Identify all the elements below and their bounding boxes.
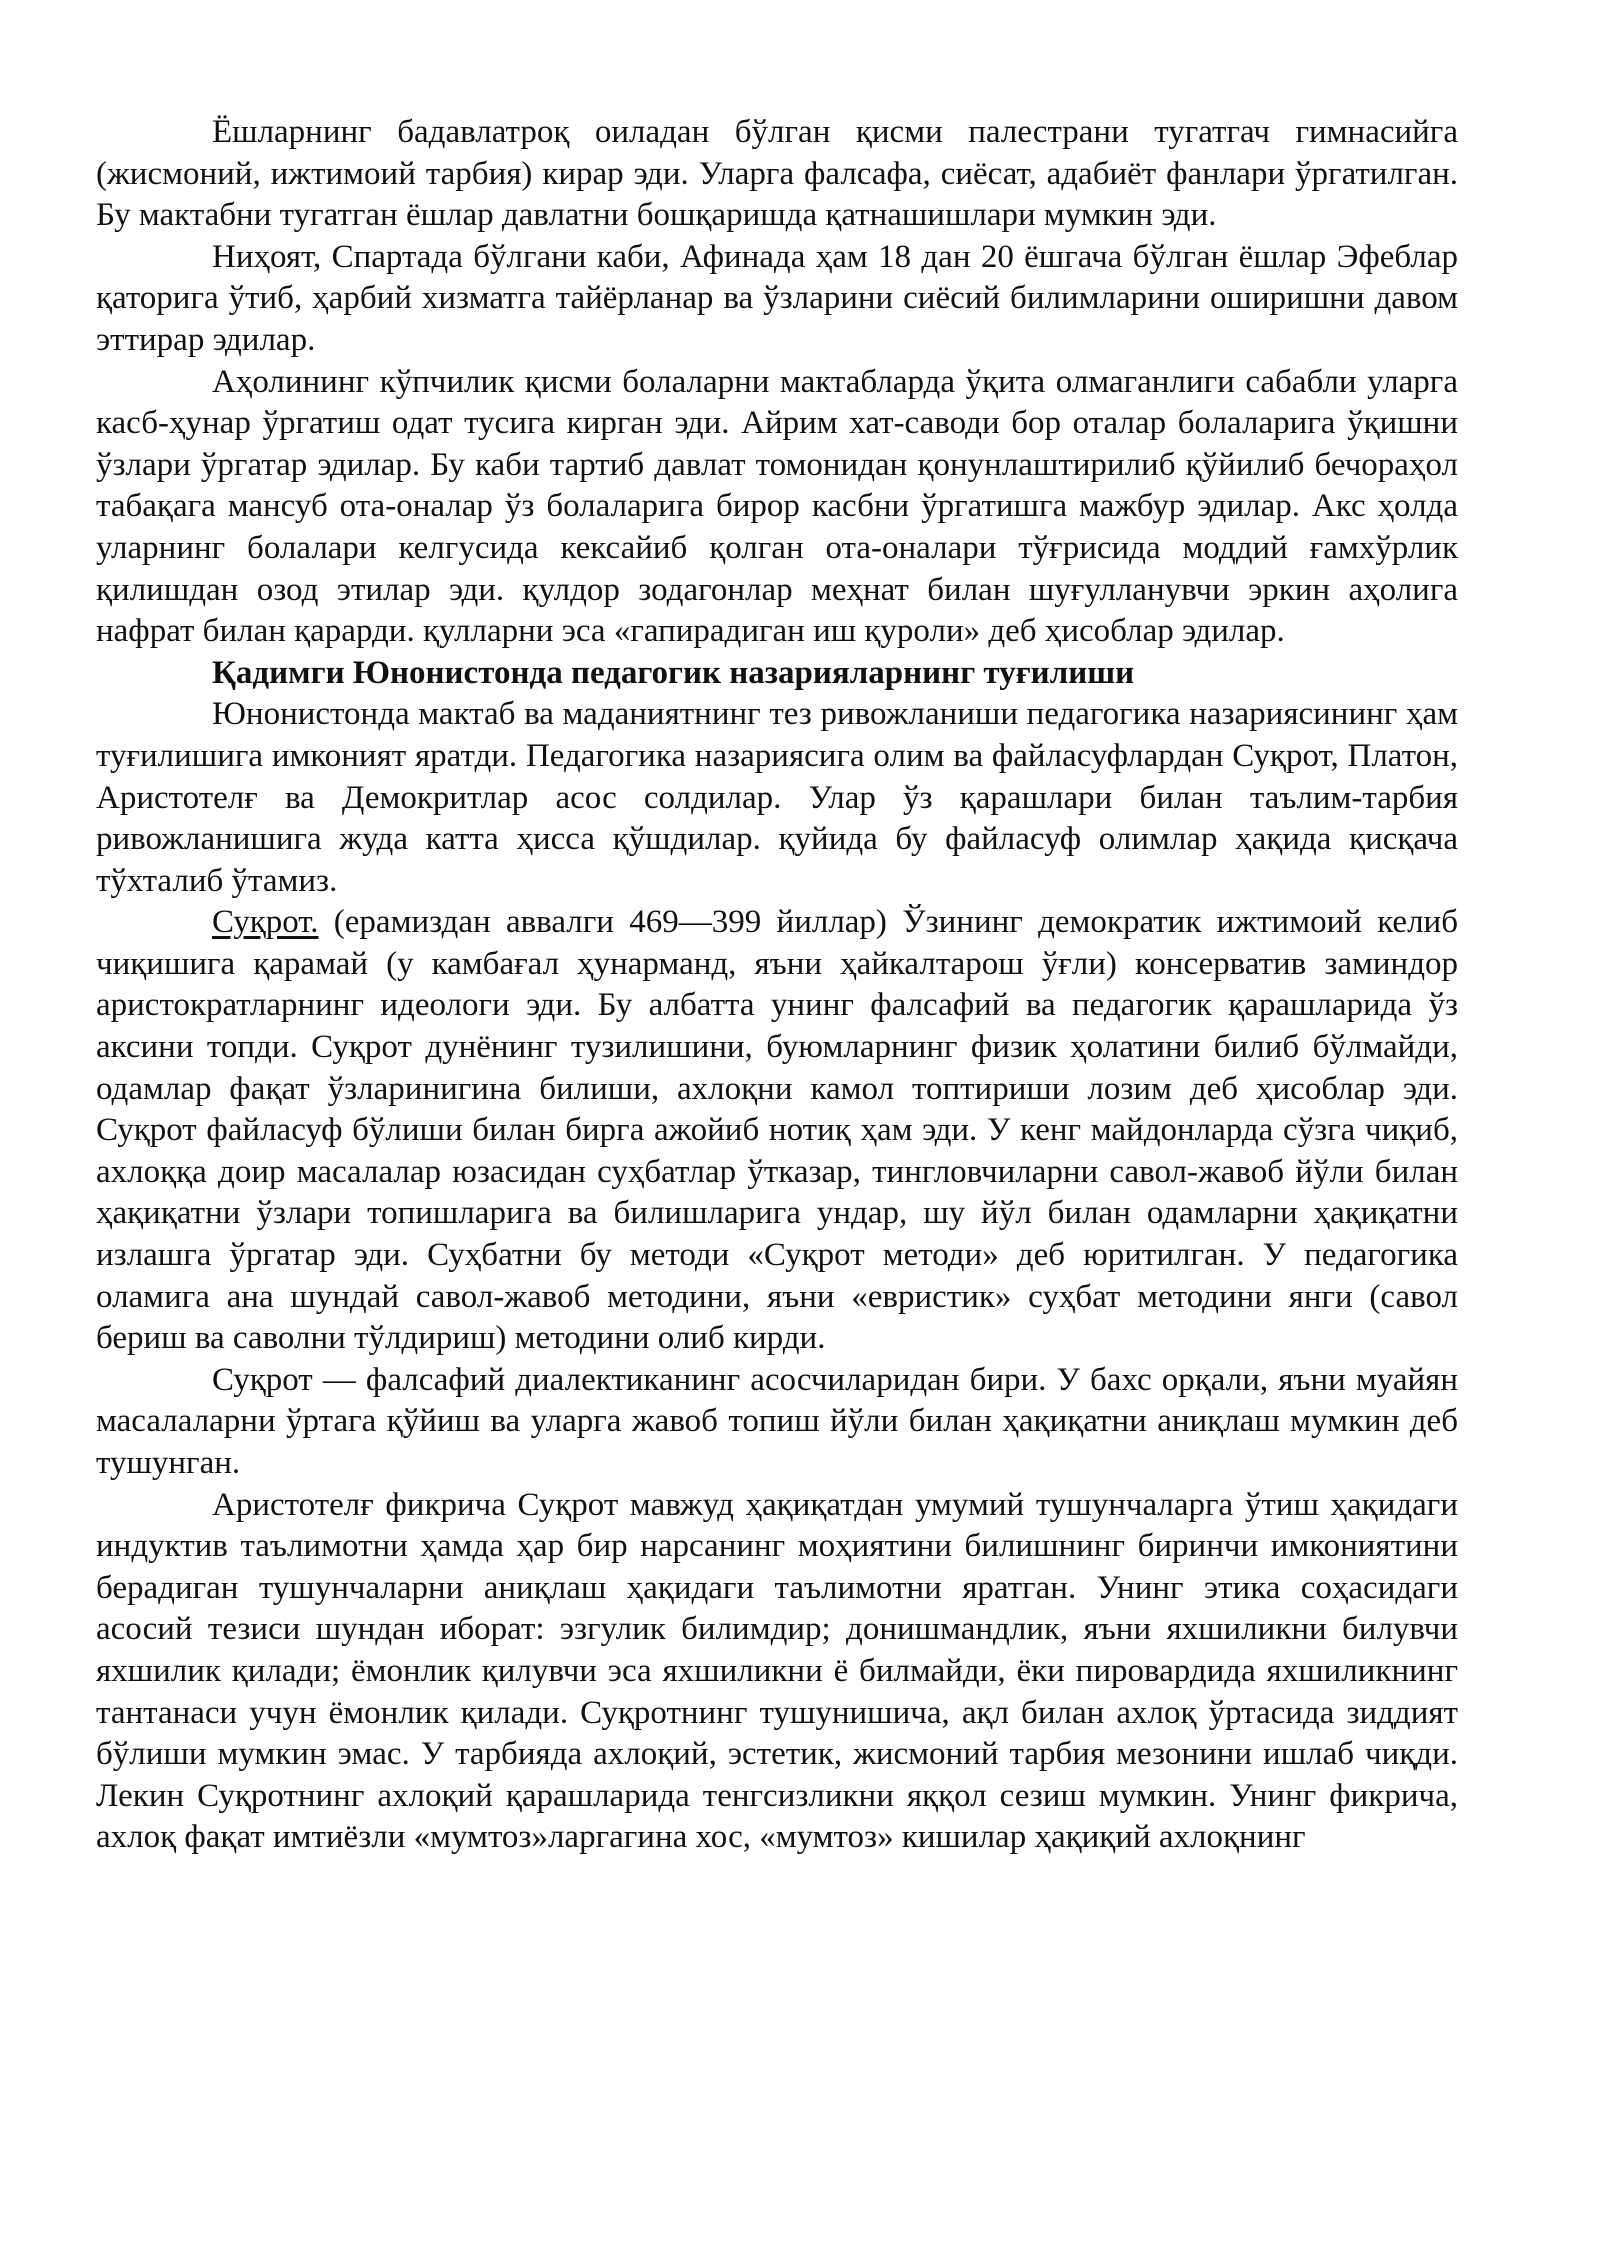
document-page bbox=[96, 112, 1458, 1859]
paragraph-aristotle: Аристотелғ фикрича Суқрот мавжуд ҳақиқатдан умумий тушунчаларга ўтиш ҳақидаги индуктив таълимотни ҳамда ҳар бир нарсанинг моҳиятини билишнинг биринчи имкониятини берадиган тушунчаларни аниқлаш ҳақидаги таълимотни яратган. Унинг этика соҳасидаги асосий тезиси шундан иборат: эзгулик билимдир; донишмандлик, яъни яхшиликни билувчи яхшилик қилади; ёмонлик қилувчи эса яхшиликни ё билмайди, ёки пировардида яхшиликнинг тантанаси учун ёмонлик қилади. Суқротнинг тушунишича, ақл билан ахлоқ ўртасида зиддият бўлиши мумкин эмас. У тарбияда ахлоқий, эстетик, жисмоний тарбия мезонини ишлаб чиқди. Лекин Суқротнинг ахлоқий қарашларида тенгсизликни яққол сезиш мумкин. Унинг фикрича, ахлоқ фақат имтиёзли «мумтоз»ларгагина хос, «мумтоз» кишилар ҳақиқий ахлоқнинг bbox=[96, 1486, 1458, 1856]
paragraph-ephebes: Ниҳоят, Спартада бўлгани каби, Афинада ҳам 18 дан 20 ёшгача бўлган ёшлар Эфеблар қаторига ўтиб, ҳарбий хизматга тайёрланар ва ўзларини сиёсий билимларини оширишни давом эттирар эдилар. bbox=[96, 238, 1458, 358]
paragraph-dialectics: Суқрот — фалсафий диалектиканинг асосчиларидан бири. У бахс орқали, яъни муайян масалаларни ўртага қўйиш ва уларга жавоб топиш йўли билан ҳақиқатни аниқлаш мумкин деб тушунган. bbox=[96, 1361, 1458, 1481]
paragraph-socrates bbox=[96, 902, 1458, 1360]
section-heading: Қадимги Юнонистонда педагогик назарияларнинг туғилиши bbox=[212, 654, 1135, 691]
paragraph-theory-origins: Юнонистонда мактаб ва маданиятнинг тез ривожланиши педагогика назариясининг ҳам туғилишига имконият яратди. Педагогика назариясига олим ва файласуфлардан Суқрот, Платон, Аристотелғ ва Демокритлар асос солдилар. Улар ўз қарашлари билан таълим-тарбия ривожланишига жуда катта ҳисса қўшдилар. қуйида бу файласуф олимлар ҳақида қисқача тўхталиб ўтамиз. bbox=[96, 696, 1458, 899]
socrates-text: (ерамиздан аввалги 469—399 йиллар) Ўзининг демократик ижтимоий келиб чиқишига қарамай (у камбағал ҳунарманд, яъни ҳайкалтарош ўғли) консерватив заминдор аристократларнинг идеологи эди. Бу албатта унинг фалсафий ва педагогик қарашларида ўз аксини топди. Суқрот дунёнинг тузилишини, буюмларнинг физик ҳолатини билиб бўлмайди, одамлар фақат ўзларинигина билиши, ахлоқни камол топтириши лозим деб ҳисоблар эди. Суқрот файласуф бўлиши билан бирга ажойиб нотиқ ҳам эди. У кенг майдонларда сўзга чиқиб, ахлоққа доир масалалар юзасидан суҳбатлар ўтказар, тингловчиларни савол-жавоб йўли билан ҳақиқатни ўзлари топишларига ва билишларига ундар, шу йўл билан одамларни ҳақиқатни излашга ўргатар эди. Суҳбатни бу методи «Суқрот методи» деб юритилган. У педагогика оламига ана шундай савол-жавоб методини, яъни «евристик» суҳбат методини янги (савол бериш ва саволни тўлдириш) методини олиб кирди. bbox=[96, 904, 1458, 1357]
paragraph-gymnasium: Ёшларнинг бадавлатроқ оиладан бўлган қисми палестрани тугатгач гимнасийга (жисмоний, ижтимоий тарбия) кирар эди. Уларга фалсафа, сиёсат, адабиёт фанлари ўргатилган. Бу мактабни тугатган ёшлар давлатни бошқаришда қатнашишлари мумкин эди. bbox=[96, 114, 1458, 234]
socrates-lead-term: Суқрот. bbox=[212, 904, 319, 941]
paragraph-crafts: Аҳолининг кўпчилик қисми болаларни мактабларда ўқита олмаганлиги сабабли уларга касб-ҳунар ўргатиш одат тусига кирган эди. Айрим хат-саводи бор оталар болаларига ўқишни ўзлари ўргатар эдилар. Бу каби тартиб давлат томонидан қонунлаштирилиб қўйилиб бечораҳол табақага мансуб ота-оналар ўз болаларига бирор касбни ўргатишга мажбур эдилар. Акс ҳолда уларнинг болалари келгусида кексайиб қолган ота-оналари тўғрисида моддий ғамхўрлик қилишдан озод этилар эди. қулдор зодагонлар меҳнат билан шуғулланувчи эркин аҳолига нафрат билан қарарди. қулларни эса «гапирадиган иш қуроли» деб ҳисоблар эдилар. bbox=[96, 363, 1458, 650]
